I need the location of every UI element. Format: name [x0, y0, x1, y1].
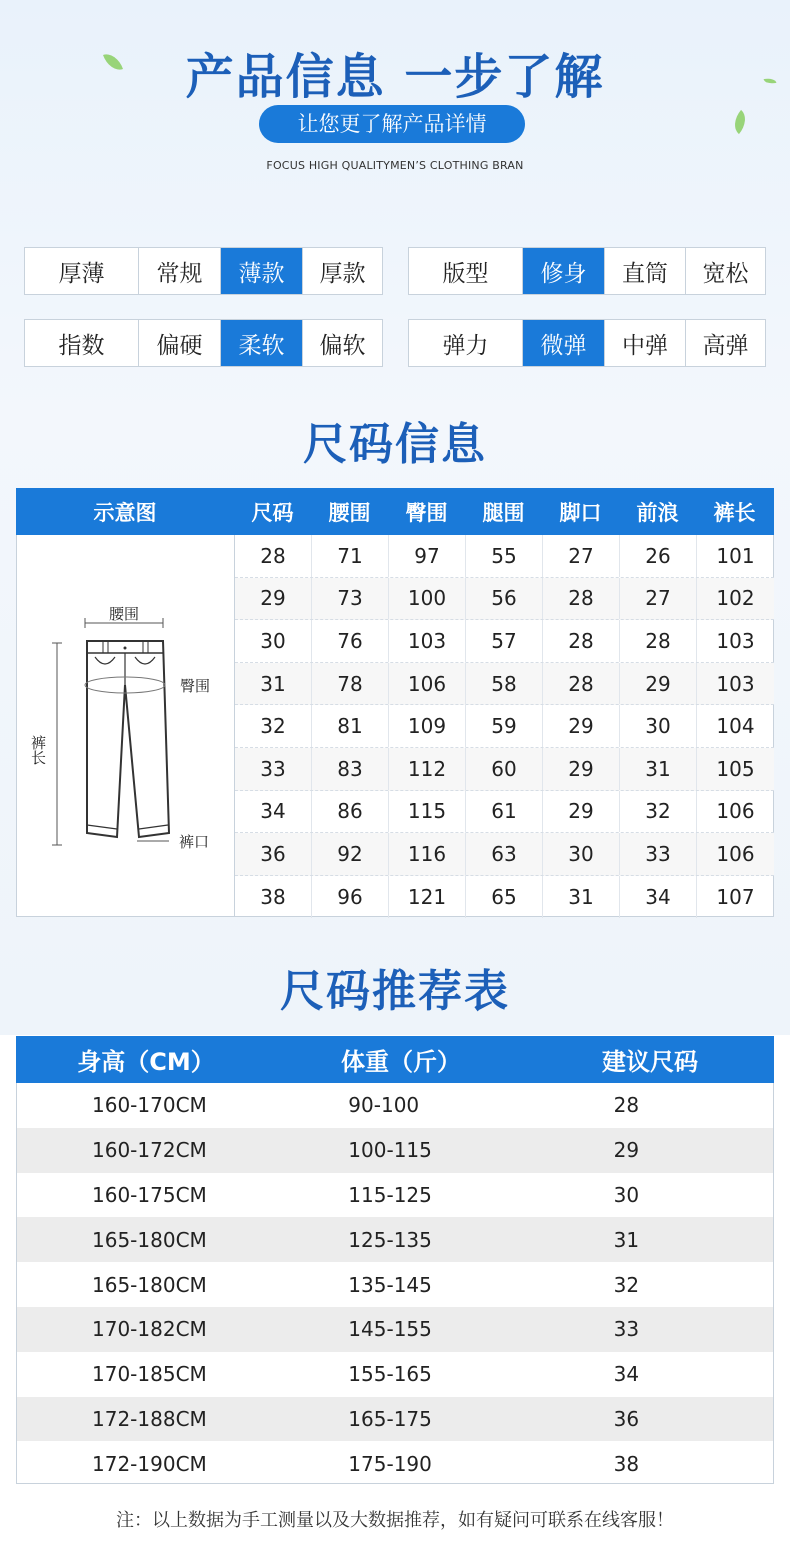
- table-cell: 71: [312, 535, 389, 577]
- waist-label: 腰围: [108, 605, 140, 623]
- table-cell: 63: [466, 833, 543, 875]
- header-weight: 体重（斤）: [341, 1048, 461, 1076]
- table-cell: 31: [235, 663, 312, 705]
- header-thigh: 腿围: [482, 500, 525, 525]
- attribute-option-selected: 修身: [522, 248, 604, 294]
- table-cell: 76: [312, 620, 389, 662]
- table-cell: 34: [235, 791, 312, 833]
- table-row: [17, 1262, 773, 1307]
- table-row: [235, 748, 774, 791]
- table-cell: 165-180CM: [92, 1272, 207, 1297]
- length-label: 裤长: [29, 735, 47, 765]
- table-cell: 101: [716, 543, 755, 568]
- table-cell: 27: [543, 535, 620, 577]
- table-row: [17, 1307, 773, 1352]
- header-hip: 臀围: [405, 500, 448, 525]
- attribute-option: 偏软: [302, 320, 382, 366]
- table-cell: 56: [466, 578, 543, 620]
- table-cell: 86: [312, 791, 389, 833]
- table-row: [17, 1173, 773, 1218]
- table-cell: 30: [543, 833, 620, 875]
- table-cell: 135-145: [348, 1272, 432, 1297]
- attribute-option: 厚款: [302, 248, 382, 294]
- table-cell: 105: [716, 756, 755, 781]
- table-cell: 33: [613, 1317, 640, 1342]
- size-table-header: [16, 488, 774, 535]
- table-cell: 175-190: [348, 1451, 432, 1476]
- table-cell: 32: [235, 705, 312, 747]
- table-cell: 170-182CM: [92, 1317, 207, 1342]
- table-row: [235, 578, 774, 621]
- table-cell: 36: [613, 1406, 640, 1431]
- table-row: [17, 1441, 773, 1486]
- size-table-body: [16, 535, 774, 917]
- table-cell: 78: [312, 663, 389, 705]
- table-cell: 28: [543, 578, 620, 620]
- size-rows: [235, 535, 774, 918]
- table-cell: 29: [235, 578, 312, 620]
- table-row: [17, 1352, 773, 1397]
- header-size: 尺码: [251, 500, 294, 525]
- table-cell: 28: [543, 663, 620, 705]
- attribute-option: 常规: [138, 248, 220, 294]
- attribute-option: 直筒: [604, 248, 685, 294]
- table-cell: 97: [389, 535, 466, 577]
- header-suggested-size: 建议尺码: [602, 1048, 698, 1076]
- table-cell: 28: [613, 1093, 640, 1118]
- table-cell: 125-135: [348, 1227, 432, 1252]
- table-cell: 29: [543, 791, 620, 833]
- attribute-thickness: [24, 247, 383, 295]
- table-cell: 27: [620, 578, 697, 620]
- table-cell: 165-180CM: [92, 1227, 207, 1252]
- table-cell: 61: [466, 791, 543, 833]
- table-cell: 34: [613, 1362, 640, 1387]
- recommend-table-header: [16, 1036, 774, 1083]
- page-title: 产品信息 一步了解: [185, 49, 605, 105]
- table-cell: 160-172CM: [92, 1138, 207, 1163]
- table-cell: 30: [613, 1182, 640, 1207]
- attribute-softness: [24, 319, 383, 367]
- table-cell: 29: [620, 663, 697, 705]
- table-cell: 28: [235, 535, 312, 577]
- table-row: [235, 705, 774, 748]
- header-height: 身高（CM）: [77, 1048, 215, 1076]
- table-cell: 96: [312, 876, 389, 919]
- table-cell: 104: [716, 714, 755, 739]
- attribute-label: 弹力: [442, 332, 489, 359]
- table-row: [17, 1083, 773, 1128]
- table-cell: 160-175CM: [92, 1182, 207, 1207]
- header-length: 裤长: [713, 500, 756, 525]
- table-cell: 100-115: [348, 1138, 432, 1163]
- table-cell: 32: [620, 791, 697, 833]
- footnote: 注：以上数据为手工测量以及大数据推荐，如有疑问可联系在线客服！: [116, 1510, 674, 1531]
- attribute-option-selected: 微弹: [522, 320, 604, 366]
- table-cell: 30: [620, 705, 697, 747]
- table-cell: 103: [389, 620, 466, 662]
- table-cell: 31: [620, 748, 697, 790]
- table-row: [235, 876, 774, 919]
- table-cell: 33: [235, 748, 312, 790]
- table-cell: 100: [389, 578, 466, 620]
- table-cell: 33: [620, 833, 697, 875]
- table-cell: 112: [389, 748, 466, 790]
- table-cell: 102: [716, 586, 755, 611]
- size-info-title: 尺码信息: [303, 419, 487, 470]
- table-cell: 65: [466, 876, 543, 919]
- table-row: [17, 1397, 773, 1442]
- table-cell: 145-155: [348, 1317, 432, 1342]
- table-row: [235, 535, 774, 578]
- table-row: [17, 1217, 773, 1262]
- table-cell: 121: [389, 876, 466, 919]
- table-cell: 106: [389, 663, 466, 705]
- table-cell: 107: [716, 885, 755, 910]
- table-cell: 30: [235, 620, 312, 662]
- table-cell: 34: [620, 876, 697, 919]
- pants-diagram: [17, 535, 235, 916]
- table-cell: 172-188CM: [92, 1406, 207, 1431]
- table-cell: 57: [466, 620, 543, 662]
- table-cell: 32: [613, 1272, 640, 1297]
- attribute-option-selected: 薄款: [220, 248, 302, 294]
- table-row: [235, 620, 774, 663]
- table-cell: 115-125: [348, 1182, 432, 1207]
- table-cell: 170-185CM: [92, 1362, 207, 1387]
- attribute-label: 指数: [58, 332, 105, 359]
- table-cell: 38: [235, 876, 312, 919]
- table-cell: 172-190CM: [92, 1451, 207, 1476]
- table-cell: 26: [620, 535, 697, 577]
- table-cell: 36: [235, 833, 312, 875]
- hem-label: 裤口: [179, 833, 210, 851]
- header-rise: 前浪: [636, 500, 679, 525]
- table-cell: 103: [716, 671, 755, 696]
- attribute-option: 宽松: [685, 248, 765, 294]
- table-cell: 165-175: [348, 1406, 432, 1431]
- table-cell: 29: [543, 748, 620, 790]
- table-cell: 31: [613, 1227, 640, 1252]
- attribute-stretch: [408, 319, 766, 367]
- table-cell: 29: [543, 705, 620, 747]
- attribute-option-selected: 柔软: [220, 320, 302, 366]
- table-cell: 92: [312, 833, 389, 875]
- attribute-option: 中弹: [604, 320, 685, 366]
- table-cell: 73: [312, 578, 389, 620]
- table-cell: 155-165: [348, 1362, 432, 1387]
- table-row: [235, 663, 774, 706]
- table-cell: 81: [312, 705, 389, 747]
- table-cell: 106: [716, 799, 755, 824]
- pants-illustration: [17, 535, 235, 916]
- table-cell: 115: [389, 791, 466, 833]
- table-cell: 28: [543, 620, 620, 662]
- attribute-option: 偏硬: [138, 320, 220, 366]
- table-cell: 28: [620, 620, 697, 662]
- table-row: [17, 1128, 773, 1173]
- table-cell: 38: [613, 1451, 640, 1476]
- table-cell: 106: [716, 841, 755, 866]
- hip-label: 臀围: [180, 677, 211, 695]
- subtitle-pill: 让您更了解产品详情: [259, 105, 525, 143]
- header-diagram: 示意图: [93, 500, 157, 525]
- table-cell: 103: [716, 628, 755, 653]
- table-cell: 59: [466, 705, 543, 747]
- recommend-table-body: [16, 1083, 774, 1484]
- attribute-option: 高弹: [685, 320, 765, 366]
- attribute-label: 版型: [442, 260, 489, 287]
- table-row: [235, 833, 774, 876]
- table-cell: 83: [312, 748, 389, 790]
- brand-tagline: FOCUS HIGH QUALITYMEN’S CLOTHING BRAN: [266, 159, 524, 172]
- table-cell: 31: [543, 876, 620, 919]
- table-cell: 109: [389, 705, 466, 747]
- header-hem: 脚口: [559, 500, 602, 525]
- table-cell: 55: [466, 535, 543, 577]
- table-row: [235, 791, 774, 834]
- table-cell: 29: [613, 1138, 640, 1163]
- table-cell: 60: [466, 748, 543, 790]
- recommend-title: 尺码推荐表: [280, 966, 510, 1017]
- attribute-fit: [408, 247, 766, 295]
- header-waist: 腰围: [328, 500, 371, 525]
- table-cell: 90-100: [348, 1093, 420, 1118]
- table-cell: 160-170CM: [92, 1093, 207, 1118]
- attribute-label: 厚薄: [58, 260, 105, 287]
- table-cell: 58: [466, 663, 543, 705]
- table-cell: 116: [389, 833, 466, 875]
